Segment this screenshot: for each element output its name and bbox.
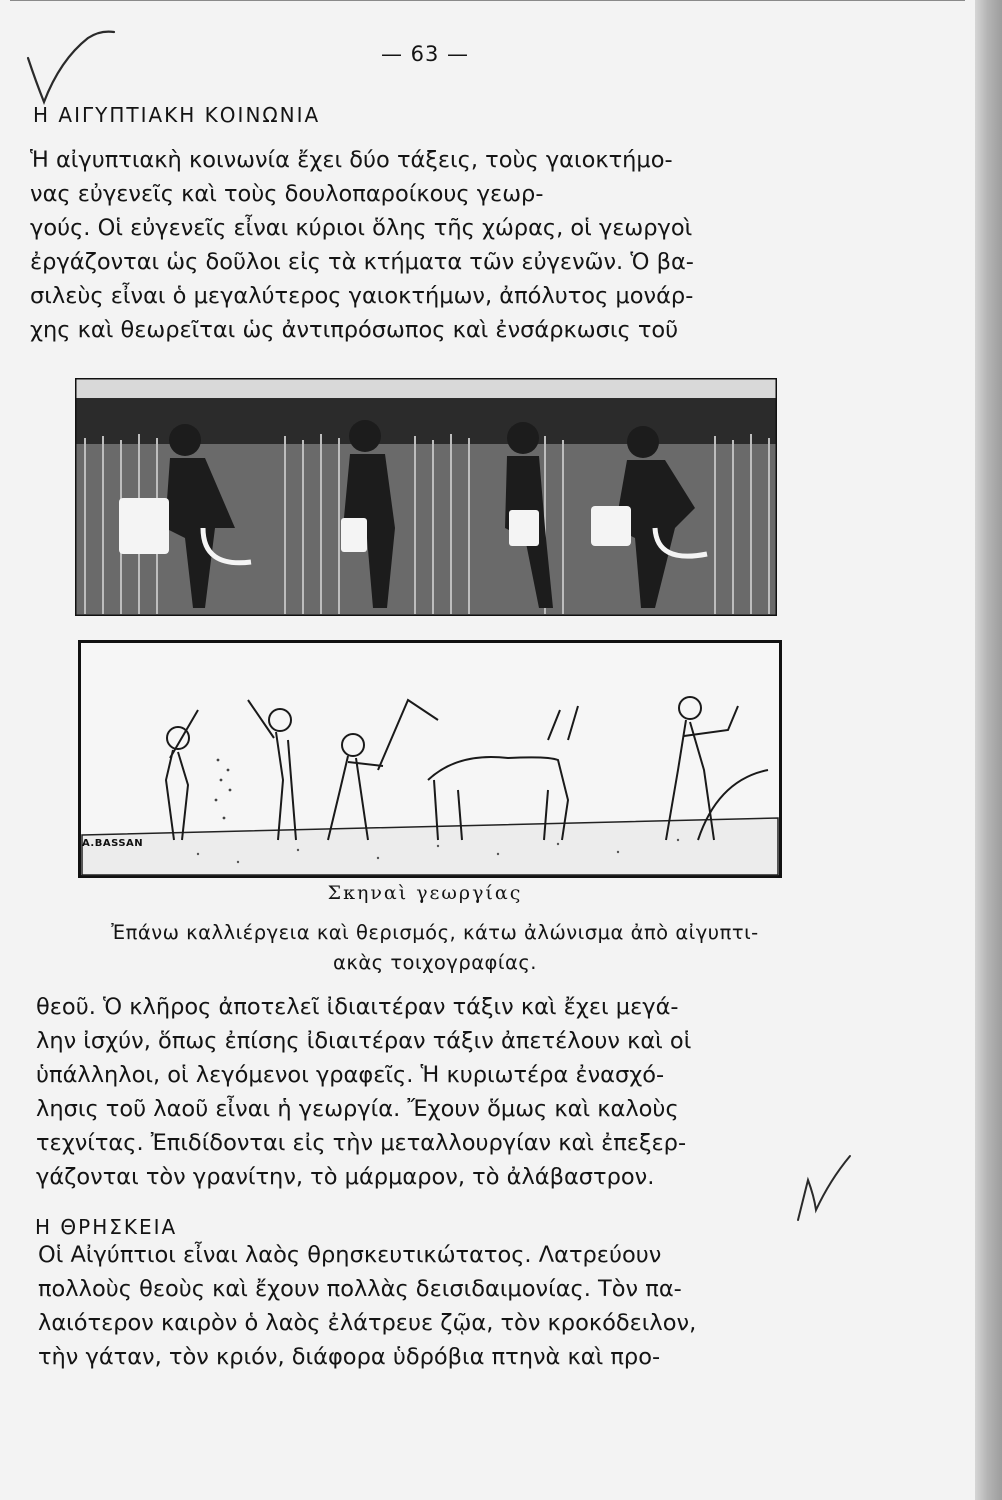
section-heading-egyptian-society: Η ΑΙΓΥΠΤΙΑΚΗ ΚΟΙΝΩΝΙΑ (33, 103, 321, 127)
figure-title: Σκηναὶ γεωργίας (327, 882, 523, 904)
paragraph-society-continued (36, 990, 836, 1194)
text-line: γάζονται τὸν γρανίτην, τὸ μάρμαρον, τὸ ἀλάβαστρον. (36, 1164, 655, 1190)
text-line: ἐργάζονται ὡς δοῦλοι εἰς τὰ κτήματα τῶν εὐγενῶν. Ὁ βα- (30, 249, 694, 275)
figure-caption (40, 918, 830, 978)
section-heading-religion: Η ΘΡΗΣΚΕΙΑ (35, 1215, 178, 1239)
threshing-illustration (78, 640, 782, 878)
text-line: πολλοὺς θεοὺς καὶ ἔχουν πολλὰς δεισιδαιμονίας. Τὸν πα- (38, 1276, 682, 1302)
text-line: Ἡ αἰγυπτιακὴ κοινωνία ἔχει δύο τάξεις, τοὺς γαιοκτήμο- (30, 147, 673, 173)
page-number: — 63 — (380, 42, 470, 66)
text-line: λαιότερον καιρὸν ὁ λαὸς ἐλάτρευε ζῷα, τὸν κροκόδειλον, (38, 1310, 697, 1336)
text-line: λησις τοῦ λαοῦ εἶναι ἡ γεωργία. Ἔχουν ὅμως καὶ καλοὺς (36, 1096, 679, 1122)
caption-line: ακὰς τοιχογραφίας. (332, 951, 538, 974)
pencil-check-mark (790, 1150, 860, 1230)
text-line: γούς. Οἱ εὐγενεῖς εἶναι κύριοι ὅλης τῆς χώρας, οἱ γεωργοὶ (30, 215, 693, 241)
harvest-illustration (75, 378, 777, 616)
text-line: σιλεὺς εἶναι ὁ μεγαλύτερος γαιοκτήμων, ἀπόλυτος μονάρ- (30, 283, 694, 309)
top-rule (10, 0, 965, 1)
text-line: τεχνίτας. Ἐπιδίδονται εἰς τὴν μεταλλουργίαν καὶ ἐπεξερ- (36, 1130, 687, 1156)
text-line: Οἱ Αἰγύπτιοι εἶναι λαὸς θρησκευτικώτατος. Λατρεύουν (38, 1242, 662, 1268)
text-line: θεοῦ. Ὁ κλῆρος ἀποτελεῖ ἰδιαιτέραν τάξιν καὶ ἔχει μεγά- (36, 994, 679, 1020)
illustrator-signature: A.BASSAN (82, 838, 144, 849)
paragraph-society (30, 143, 830, 347)
caption-line: Ἐπάνω καλλιέργεια καὶ θερισμός, κάτω ἀλώνισμα ἀπὸ αἰγυπτι- (111, 921, 759, 944)
text-line: νας εὐγενεῖς καὶ τοὺς δουλοπαροίκους γεωρ- (30, 181, 544, 207)
text-line: χης καὶ θεωρεῖται ὡς ἀντιπρόσωπος καὶ ἐνσάρκωσις τοῦ (30, 317, 679, 343)
text-line: ὑπάλληλοι, οἱ λεγόμενοι γραφεῖς. Ἡ κυριωτέρα ἐνασχό- (36, 1062, 665, 1088)
text-line: τὴν γάταν, τὸν κριόν, διάφορα ὑδρόβια πτηνὰ καὶ προ- (38, 1344, 661, 1370)
text-line: λην ἰσχύν, ὅπως ἐπίσης ἰδιαιτέραν τάξιν ἀπετέλουν καὶ οἱ (36, 1028, 692, 1054)
page-edge-shadow (975, 0, 1002, 1500)
paragraph-religion (38, 1238, 828, 1374)
